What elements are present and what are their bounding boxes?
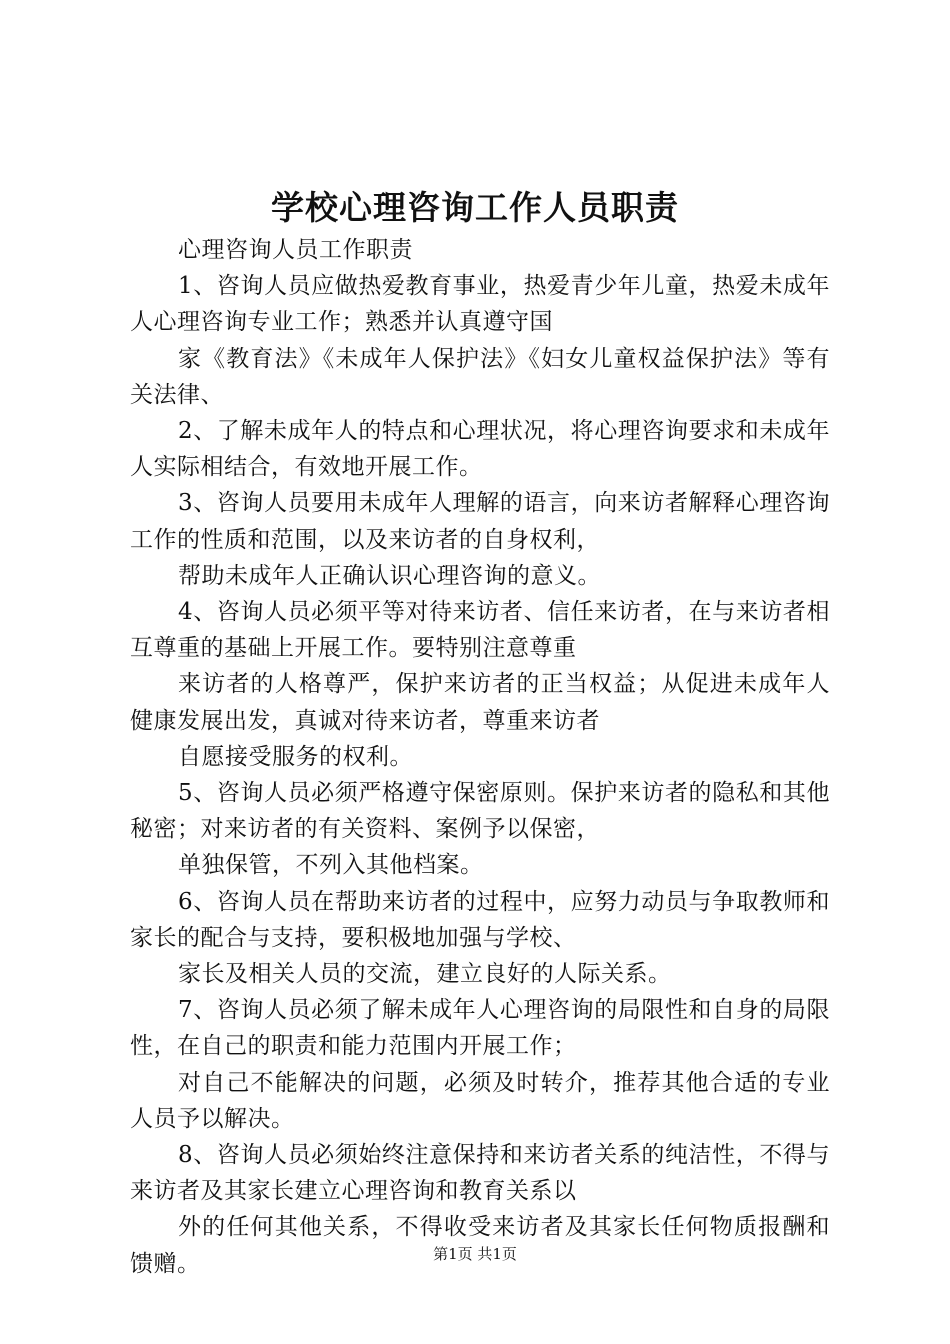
paragraph: 8、咨询人员必须始终注意保持和来访者关系的纯洁性，不得与来访者及其家长建立心理咨询和教育关系以 [130, 1142, 830, 1205]
paragraph: 家《教育法》《未成年人保护法》《妇女儿童权益保护法》等有关法律、 [130, 345, 830, 408]
paragraph: 来访者的人格尊严，保护来访者的正当权益；从促进未成年人健康发展出发，真诚对待来访者，尊重来访者 [130, 671, 830, 734]
paragraph: 7、咨询人员必须了解未成年人心理咨询的局限性和自身的局限性，在自己的职责和能力范围内开展工作； [130, 997, 830, 1060]
paragraph: 自愿接受服务的权利。 [178, 743, 413, 770]
page-footer: 第1页 共1页 [433, 1245, 517, 1263]
document-title: 学校心理咨询工作人员职责 [271, 188, 679, 227]
paragraph-heading: 心理咨询人员工作职责 [178, 237, 413, 263]
paragraph: 6、咨询人员在帮助来访者的过程中，应努力动员与争取教师和家长的配合与支持，要积极地加强与学校、 [130, 888, 830, 951]
paragraph: 单独保管，不列入其他档案。 [178, 852, 484, 879]
paragraph: 2、了解未成年人的特点和心理状况，将心理咨询要求和未成年人实际相结合，有效地开展工作。 [130, 418, 830, 481]
paragraph: 3、咨询人员要用未成年人理解的语言，向来访者解释心理咨询工作的性质和范围，以及来访者的自身权利， [130, 490, 830, 553]
paragraph: 家长及相关人员的交流，建立良好的人际关系。 [178, 961, 672, 988]
document-body [130, 232, 830, 1282]
paragraph: 对自己不能解决的问题，必须及时转介，推荐其他合适的专业人员予以解决。 [130, 1069, 830, 1132]
paragraph: 5、咨询人员必须严格遵守保密原则。保护来访者的隐私和其他秘密；对来访者的有关资料、案例予以保密， [130, 780, 830, 843]
paragraph: 4、咨询人员必须平等对待来访者、信任来访者，在与来访者相互尊重的基础上开展工作。要特别注意尊重 [130, 599, 830, 662]
paragraph: 1、咨询人员应做热爱教育事业，热爱青少年儿童，热爱未成年人心理咨询专业工作；熟悉并认真遵守国 [130, 273, 830, 336]
paragraph: 外的任何其他关系，不得收受来访者及其家长任何物质报酬和馈赠。 [130, 1214, 830, 1277]
paragraph: 帮助未成年人正确认识心理咨询的意义。 [178, 562, 601, 589]
